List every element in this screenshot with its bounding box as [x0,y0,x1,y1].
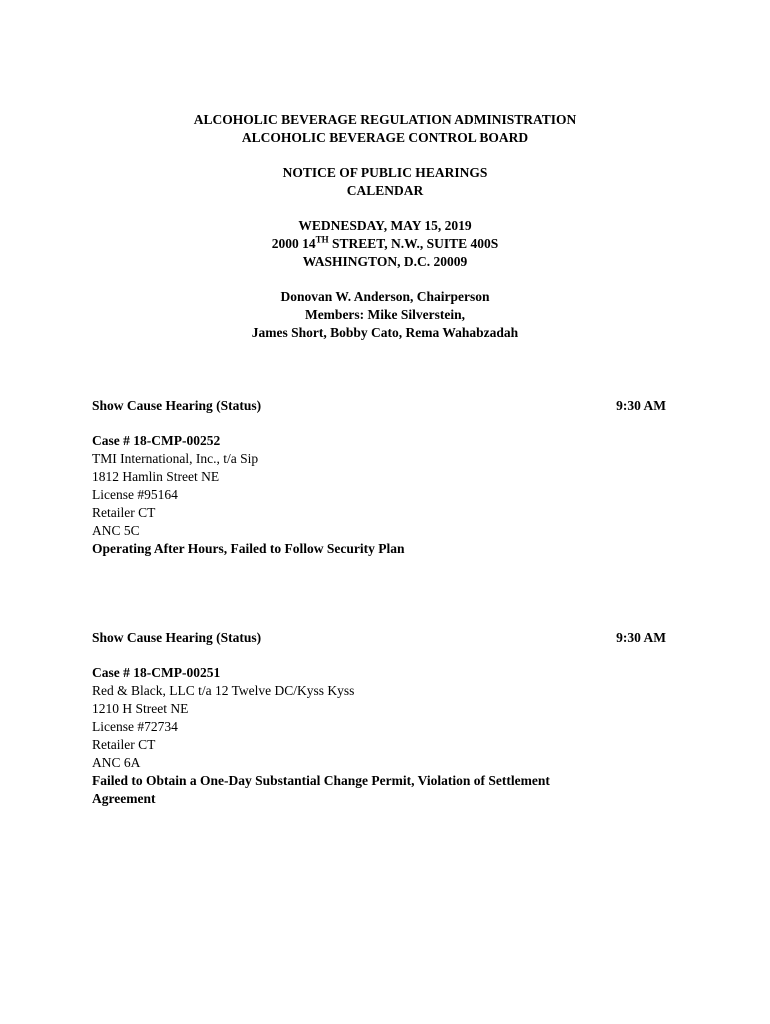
anc: ANC 6A [92,755,141,770]
hearing-heading [92,629,666,647]
license-class: Retailer CT [92,505,156,520]
hearing-section [92,397,666,558]
members-line-2: James Short, Bobby Cato, Rema Wahabzadah [251,325,519,340]
chairperson: Donovan W. Anderson, Chairperson [280,289,490,304]
hearing-heading [92,397,666,415]
hearing-city: WASHINGTON, D.C. 20009 [302,254,468,269]
hearing-address [0,235,770,253]
licensee-address: 1812 Hamlin Street NE [92,469,220,484]
charges: Operating After Hours, Failed to Follow Security Plan [92,541,405,556]
agency-name: ALCOHOLIC BEVERAGE REGULATION ADMINISTRATION [193,112,577,127]
hearing-time: 9:30 AM [616,398,666,413]
calendar-title: CALENDAR [346,183,424,198]
hearing-time: 9:30 AM [616,630,666,645]
hearing-section [92,629,666,808]
case-number: Case # 18-CMP-00252 [92,433,221,448]
license-number: License #95164 [92,487,178,502]
licensee-address: 1210 H Street NE [92,701,189,716]
license-number: License #72734 [92,719,178,734]
address-ordinal: TH [315,234,329,245]
case-details [92,664,666,808]
licensee-name: Red & Black, LLC t/a 12 Twelve DC/Kyss Kyss [92,683,355,698]
hearing-type: Show Cause Hearing (Status) [92,398,262,413]
charges: Failed to Obtain a One-Day Substantial Change Permit, Violation of Settlement Agreement [92,773,550,806]
case-number: Case # 18-CMP-00251 [92,665,221,680]
anc: ANC 5C [92,523,140,538]
members-line-1: Members: Mike Silverstein, [304,307,466,322]
case-details [92,432,666,558]
hearing-date: WEDNESDAY, MAY 15, 2019 [298,218,472,233]
licensee-name: TMI International, Inc., t/a Sip [92,451,259,466]
address-street: STREET, N.W., SUITE 400S [328,236,499,251]
hearing-type: Show Cause Hearing (Status) [92,630,262,645]
board-name: ALCOHOLIC BEVERAGE CONTROL BOARD [241,130,529,145]
address-number: 2000 14 [271,236,316,251]
notice-title: NOTICE OF PUBLIC HEARINGS [282,165,488,180]
license-class: Retailer CT [92,737,156,752]
document-header [0,111,770,342]
